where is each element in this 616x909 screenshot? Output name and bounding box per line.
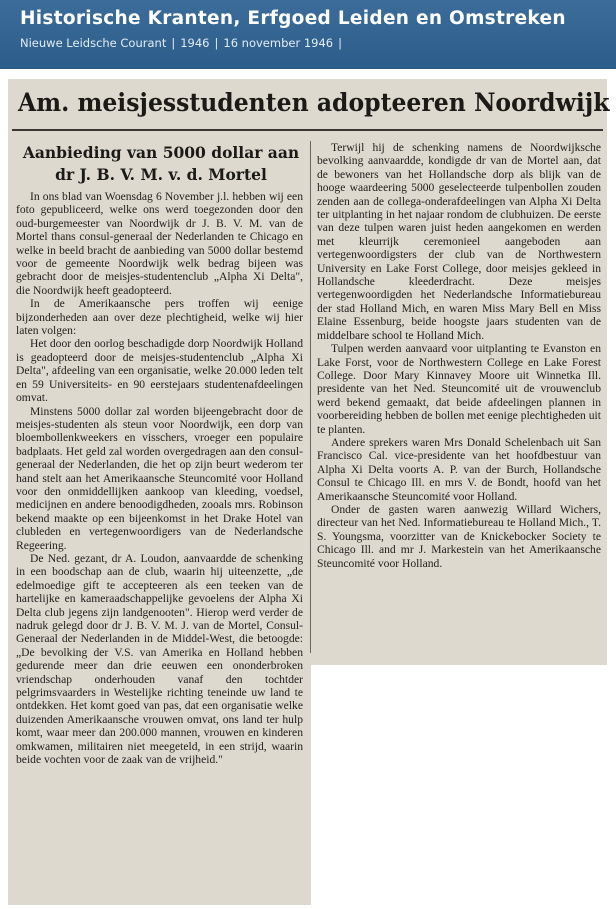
paragraph: Het door den oorlog beschadigde dorp Noordwijk Holland is geadopteerd door de meisjes-studentenclub „Alpha Xi Delta", afdeeling van een organisatie, welke 20.000 leden telt en 59 Universiteits- en 90 eerstejaars studentenafdeelingen omvat. <box>16 337 303 405</box>
newspaper-name: Nieuwe Leidsche Courant <box>20 36 167 50</box>
column-divider <box>310 141 311 653</box>
site-header <box>0 0 616 69</box>
issue-year: 1946 <box>180 36 210 50</box>
separator: | <box>171 36 176 50</box>
headline-divider <box>12 129 603 131</box>
article-column-left <box>16 190 303 766</box>
separator: | <box>338 36 342 50</box>
issue-date: 16 november 1946 <box>223 36 334 50</box>
paragraph: Andere sprekers waren Mrs Donald Schelenbach uit San Francisco Cal. vice-presidente van het hoofdbestuur van Alpha Xi Delta voorts A. P. van der Burch, Hollandsche Consul te Chicago Ill. en mrs V. de Bondt, hoofd van het Amerikaansche Steuncomité voor Holland. <box>317 435 601 503</box>
paragraph: In ons blad van Woensdag 6 November j.l. hebben wij een foto gepubliceerd, welke ons werd toegezonden door den oud-burgemeester van Noordwijk dr J. B. V. M. van de Mortel thans consul-generaal der Nederlanden te Chicago en welke in beeld bracht de aanbieding van 5000 dollar bestemd voor de gemeente Noordwijk welk bedrag bijeen was gebracht door de meisjes-studentenclub „Alpha Xi Delta", die Noordwijk heeft geadopteerd. <box>16 190 303 297</box>
article-column-right <box>317 141 601 570</box>
newspaper-clipping <box>8 79 610 905</box>
paragraph: De Ned. gezant, dr A. Loudon, aanvaardde de schenking in een boodschap aan de club, waarin hij uiteenzette, „de edelmoedige gift te accepteeren als een teeken van de hartelijke en kameraadschappelijke gevoelens der Alpha Xi Delta club jegens zijn landgenooten". Hierop werd verder de nadruk gelegd door dr J. B. V. M. J. van de Mortel, Consul-Generaal der Nederlanden in de Middel-West, die betoogde: „De bevolking der V.S. van Amerika en Holland hebben gedurende meer dan drie eeuwen een ononderbroken vriendschap onderhouden vanaf den tochtder pelgrimsvaarders in Westelijke richting teneinde uw land te ontdekken. Het komt goed van pas, dat een organisatie welke duizenden Amerikaansche vrouwen omvat, ons land ter hulp komt, waar meer dan 200.000 mannen, vrouwen en kinderen omkwamen, militairen niet meegeteld, in een strijd, waarin beide vochten voor de zaak van de vrijheid." <box>16 551 303 767</box>
article-subheadline: Aanbieding van 5000 dollar aan dr J. B. V. M. v. d. Mortel <box>22 143 300 184</box>
site-title[interactable]: Historische Kranten, Erfgoed Leiden en Omstreken <box>20 8 566 29</box>
paragraph: Terwijl hij de schenking namens de Noordwijksche bevolking aanvaardde, kondigde dr van de Mortel aan, dat de bewoners van het Hollandsche dorp als blijk van de hooge waardeering 5000 geselecteerde tulpenbollen zouden zenden aan de collega-onderafdeelingen van Alpha Xi Delta ter uitplanting in het najaar rondom de clubhuizen. De eerste van deze tulpen waren juist heden aangekomen en werden met kleurrijk ceremonieel aangeboden aan vertegenwoordigsters der club van de Northwestern University en Lake Forst College, door meisjes gekleed in Hollandsche kleederdracht. Deze meisjes vertegenwoordigden het Nederlandsche Informatiebureau der stad Holland Mich, en waren Miss Mary Bell en Miss Elaine Essenburg, beide hoogste jaars studenten van de middelbare school te Holland Mich. <box>317 141 601 342</box>
article-headline: Am. meisjesstudenten adopteeren Noordwijk <box>18 88 610 117</box>
paragraph: Onder de gasten waren aanwezig Willard Wichers, directeur van het Ned. Informatiebureau te Holland Mich., T. S. Youngsma, voorzitter van de Knickebocker Society te Chicago Ill. and mr J. Markestein van het Amerikaansche Steuncomité voor Holland. <box>317 502 601 570</box>
separator: | <box>214 36 219 50</box>
paragraph: Tulpen werden aanvaard voor uitplanting te Evanston en Lake Forst, voor de Northwestern College en Lake Forest College. Door Mary Kinnavey Moore uit Winnetka Ill. presidente van het Ned. Steuncomité uit de vrouwenclub werd bekend gemaakt, dat beide afdeelingen plannen in voorbereiding hebben de bollen met eenige plechtigheden uit te planten. <box>317 342 601 436</box>
issue-info <box>20 36 347 50</box>
paragraph: In de Amerikaansche pers troffen wij eenige bijzonderheden aan over deze plechtigheid, welke wij hier laten volgen: <box>16 297 303 338</box>
paragraph: Minstens 5000 dollar zal worden bijeengebracht door de meisjes-studenten als steun voor Noordwijk, een dorp van bloembollenkweekers en visschers, vroeger een populaire badplaats. Het geld zal worden overgedragen aan den consul-generaal der Nederlanden, die het op zijn beurt wederom ter hand stelt aan het Amerikaansche Steuncomité voor Holland voor den onmiddellijken aankoop van kleeding, voedsel, medicijnen en andere benoodigdheden, zooals mrs. Robinson bekend maakte op een bijeenkomst in het Drake Hotel van clubleden en vertegenwoordigers van de Nederlandsche Regeering. <box>16 404 303 552</box>
